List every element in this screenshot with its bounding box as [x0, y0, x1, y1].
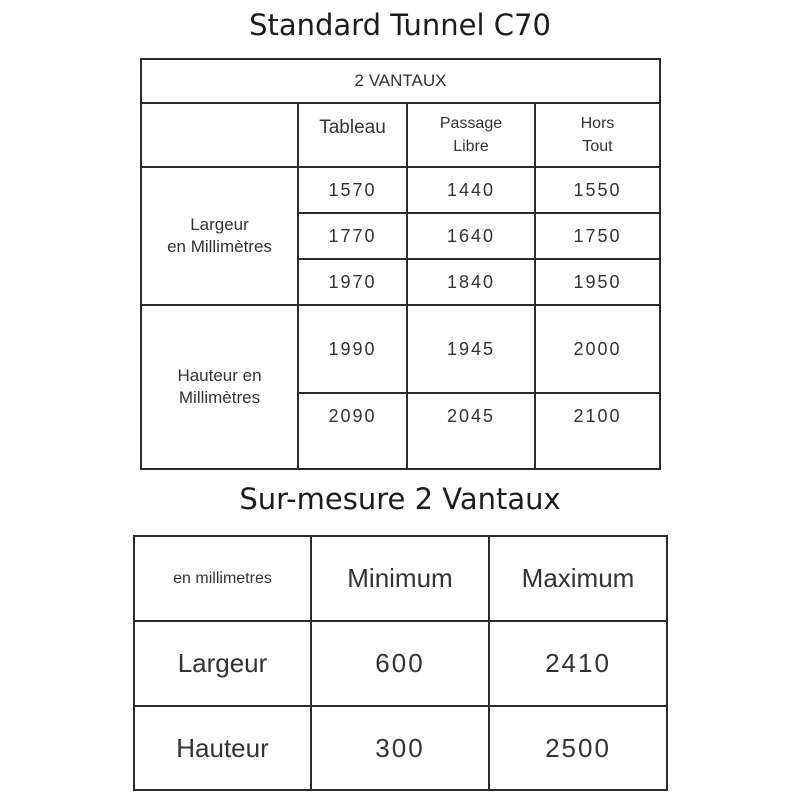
hauteur-minimum: 300 — [311, 706, 489, 790]
largeur-passage-libre-3: 1840 — [407, 259, 535, 305]
hauteur-tableau-1: 1990 — [298, 305, 407, 393]
largeur-tableau-3: 1970 — [298, 259, 407, 305]
group-header-2-vantaux: 2 VANTAUX — [141, 59, 660, 103]
largeur-tableau-2: 1770 — [298, 213, 407, 259]
hauteur-passage-libre-2: 2045 — [407, 393, 535, 469]
standard-dimensions-table — [140, 58, 661, 470]
largeur-minimum: 600 — [311, 621, 489, 706]
hauteur-hors-tout-1: 2000 — [535, 305, 660, 393]
row-label-largeur: Largeur en Millimètres — [141, 167, 298, 305]
hauteur-passage-libre-1: 1945 — [407, 305, 535, 393]
column-header-minimum: Minimum — [311, 536, 489, 621]
column-header-tableau: Tableau — [298, 103, 407, 167]
row-label-hauteur: Hauteur en Millimètres — [141, 305, 298, 469]
largeur-maximum: 2410 — [489, 621, 667, 706]
row-label-largeur: Largeur — [134, 621, 311, 706]
column-header-hors-tout: Hors Tout — [535, 103, 660, 167]
largeur-passage-libre-2: 1640 — [407, 213, 535, 259]
standard-table-title: Standard Tunnel C70 — [249, 8, 551, 42]
hauteur-hors-tout-2: 2100 — [535, 393, 660, 469]
unit-label: en millimetres — [134, 536, 311, 621]
column-header-maximum: Maximum — [489, 536, 667, 621]
hauteur-maximum: 2500 — [489, 706, 667, 790]
empty-corner-cell — [141, 103, 298, 167]
custom-table-title: Sur-mesure 2 Vantaux — [239, 482, 561, 516]
largeur-hors-tout-1: 1550 — [535, 167, 660, 213]
custom-dimensions-table — [133, 535, 668, 791]
column-header-passage-libre: Passage Libre — [407, 103, 535, 167]
largeur-hors-tout-3: 1950 — [535, 259, 660, 305]
largeur-tableau-1: 1570 — [298, 167, 407, 213]
row-label-hauteur: Hauteur — [134, 706, 311, 790]
largeur-hors-tout-2: 1750 — [535, 213, 660, 259]
largeur-passage-libre-1: 1440 — [407, 167, 535, 213]
hauteur-tableau-2: 2090 — [298, 393, 407, 469]
